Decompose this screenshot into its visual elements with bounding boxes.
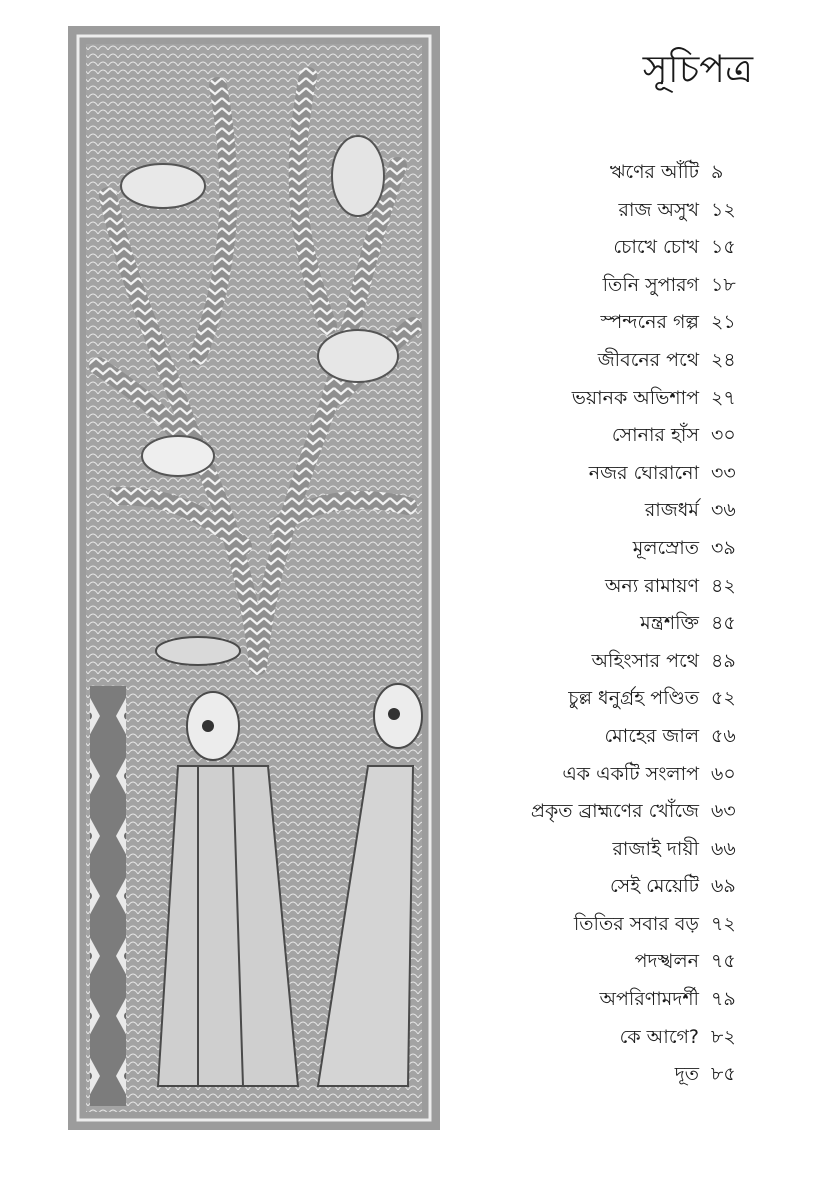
madhubani-illustration: [68, 26, 440, 1130]
toc-entry: [461, 421, 761, 459]
toc-entry: [461, 534, 761, 572]
toc-entry: [461, 346, 761, 384]
toc-entry-page: ২৭: [711, 386, 736, 409]
toc-entry-page: ৫৬: [711, 724, 736, 747]
toc-entry: [461, 271, 761, 309]
toc-entry: [461, 1023, 761, 1061]
toc-entry-title: অহিংসার পথে: [591, 649, 699, 672]
toc-entry-title: চোখে চোখ: [613, 236, 699, 259]
toc-entry-title: স্পন্দনের গল্প: [600, 311, 699, 334]
toc-entry-page: ৩৯: [711, 536, 736, 559]
toc-entry-page: ৬৩: [711, 800, 736, 823]
toc-entry-title: চুল্ল ধনুর্গ্রহ পণ্ডিত: [568, 687, 699, 710]
toc-entry-page: ৭৫: [711, 950, 736, 973]
toc-entry: [461, 947, 761, 985]
toc-entry: [461, 196, 761, 234]
toc-entry-page: ৩০: [711, 424, 736, 447]
toc-entry: [461, 158, 761, 196]
toc-entry: [461, 985, 761, 1023]
toc-entry-page: ৭৯: [711, 988, 736, 1011]
toc-entry-title: তিনি সুপারগ: [602, 273, 699, 296]
toc-entry-title: প্রকৃত ব্রাহ্মণের খোঁজে: [530, 800, 699, 823]
toc-entry: [461, 1060, 761, 1098]
toc-entry-page: ৮৫: [711, 1063, 736, 1086]
toc-entry-title: রাজধর্ম: [644, 499, 699, 522]
toc-entry-title: কে আগে?: [619, 1025, 699, 1048]
toc-entry: [461, 797, 761, 835]
toc-entry-page: ৩৩: [711, 461, 736, 484]
toc-entry-page: ১৫: [711, 236, 736, 259]
toc-entry-page: ২১: [711, 311, 736, 334]
toc-entry-page: ৪৫: [711, 612, 736, 635]
toc-entry-page: ১২: [711, 198, 736, 221]
toc-entry-title: সেই মেয়েটি: [609, 875, 699, 898]
toc-entry-page: ৪৯: [711, 649, 736, 672]
toc-entry: [461, 722, 761, 760]
toc-entry-title: মন্ত্রশক্তি: [640, 612, 699, 635]
toc-entry: [461, 760, 761, 798]
toc-entry-title: ভয়ানক অভিশাপ: [571, 386, 699, 409]
toc-entry-title: অন্য রামায়ণ: [604, 574, 699, 597]
toc-entry-title: সোনার হাঁস: [611, 424, 699, 447]
toc-entry: [461, 572, 761, 610]
toc-entry: [461, 233, 761, 271]
toc-entry: [461, 910, 761, 948]
toc-entry-page: ৩৬: [711, 499, 736, 522]
toc-entry-title: মোহের জাল: [604, 724, 699, 747]
toc-entry-title: নজর ঘোরানো: [588, 461, 699, 484]
toc-entry-page: ৬৯: [711, 875, 736, 898]
table-of-contents: [461, 158, 761, 1098]
toc-entry-page: ২৪: [711, 348, 736, 371]
toc-entry: [461, 459, 761, 497]
toc-entry-title: এক একটি সংলাপ: [562, 762, 699, 785]
toc-entry-title: দূত: [674, 1063, 699, 1086]
toc-entry-title: মূলস্রোত: [632, 536, 699, 559]
toc-entry: [461, 384, 761, 422]
toc-entry: [461, 647, 761, 685]
toc-entry: [461, 872, 761, 910]
toc-entry-page: ৪২: [711, 574, 736, 597]
toc-entry-title: রাজ অসুখ: [618, 198, 699, 221]
toc-entry-title: পদস্খলন: [634, 950, 699, 973]
toc-entry-page: ৮২: [711, 1025, 736, 1048]
toc-entry-title: ঋণের আঁটি: [609, 161, 699, 183]
toc-entry-title: জীবনের পথে: [597, 348, 699, 371]
toc-entry-page: ৫২: [711, 687, 736, 710]
toc-entry-title: রাজাই দায়ী: [612, 837, 699, 860]
toc-entry-title: অপরিণামদর্শী: [599, 988, 699, 1011]
toc-entry-page: ১৮: [711, 273, 736, 296]
toc-entry-page: ৬৬: [711, 837, 736, 860]
toc-entry: [461, 684, 761, 722]
toc-entry-page: ৭২: [711, 912, 736, 935]
toc-entry: [461, 308, 761, 346]
illustration-drawing: [68, 26, 440, 1130]
page-title: সূচিপত্র: [642, 47, 753, 91]
toc-entry: [461, 609, 761, 647]
toc-entry: [461, 496, 761, 534]
toc-entry-page: ৯: [711, 161, 724, 183]
toc-entry-title: তিতির সবার বড়: [573, 912, 699, 935]
toc-entry-page: ৬০: [711, 762, 736, 785]
toc-entry: [461, 835, 761, 873]
